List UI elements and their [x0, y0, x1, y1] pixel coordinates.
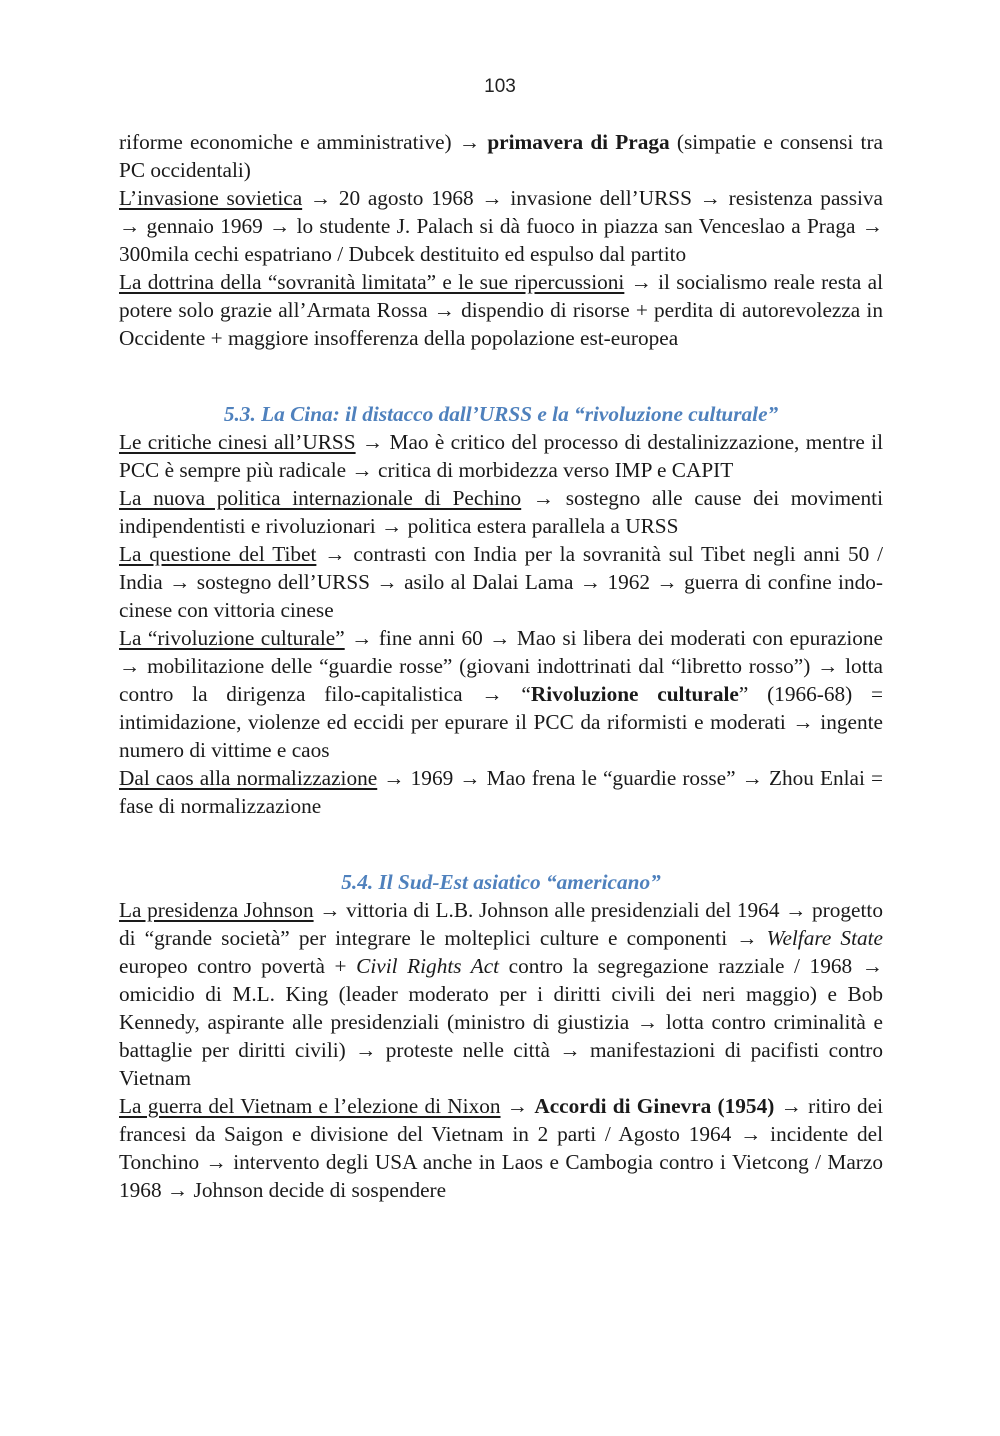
- paragraph-critiche-cinesi: [119, 428, 883, 484]
- underlined-topic: La dottrina della “sovranità limitata” e le sue ripercussioni: [119, 270, 625, 294]
- bold-term: primavera di Praga: [487, 130, 670, 154]
- underlined-topic: Le critiche cinesi all’URSS: [119, 430, 356, 454]
- paragraph-text: riforme economiche e amministrative) →: [119, 130, 488, 154]
- paragraph-text: ” (1966-68) = intimidazione, violenze ed eccidi per epurare il PCC da riformisti e moderati → ingente numero di vittime e caos: [119, 682, 884, 762]
- paragraph-invasione-sovietica: [119, 184, 883, 268]
- paragraph-politica-pechino: [119, 484, 883, 540]
- paragraph-text: europeo contro povertà +: [119, 954, 357, 978]
- paragraph-rivoluzione-culturale: [119, 624, 883, 764]
- underlined-topic: La guerra del Vietnam e l’elezione di Nixon: [119, 1094, 501, 1118]
- paragraph-sovranita-limitata: [119, 268, 883, 352]
- underlined-topic: La nuova politica internazionale di Pechino: [119, 486, 522, 510]
- underlined-topic: La “rivoluzione culturale”: [119, 626, 345, 650]
- section-heading-5-4: 5.4. Il Sud-Est asiatico “americano”: [341, 870, 661, 894]
- underlined-topic: L’invasione sovietica: [119, 186, 303, 210]
- paragraph-text: → 20 agosto 1968 → invasione dell’URSS → resistenza passiva → gennaio 1969 → lo studente J. Palach si dà fuoco in piazza san Venceslao a Praga → 300mila cechi espatriano / Dubcek destituito ed espulso dal partito: [119, 186, 883, 266]
- paragraph-normalizzazione: [119, 764, 883, 820]
- underlined-topic: La questione del Tibet: [119, 542, 317, 566]
- paragraph-text: → sostegno alle cause dei movimenti indipendentisti e rivoluzionari → politica estera parallela a URSS: [119, 486, 883, 538]
- paragraph-text: → vittoria di L.B. Johnson alle presidenziali del 1964 → progetto di “grande società” per integrare le molteplici culture e componenti →: [119, 898, 883, 950]
- paragraph-text: → contrasti con India per la sovranità sul Tibet negli anni 50 / India → sostegno dell’URSS → asilo al Dalai Lama → 1962 → guerra di confine indo-cinese con vittoria cinese: [119, 542, 883, 622]
- paragraph-text: → il socialismo reale resta al potere solo grazie all’Armata Rossa → dispendio di risorse + perdita di autorevolezza in Occidente + maggiore insofferenza della popolazione est-europea: [119, 270, 884, 350]
- paragraph-primavera-di-praga: [119, 128, 883, 184]
- bold-term: Rivoluzione culturale: [530, 682, 739, 706]
- paragraph-text: → Mao è critico del processo di destalinizzazione, mentre il PCC è sempre più radicale → critica di morbidezza verso IMP e CAPIT: [119, 430, 883, 482]
- italic-term: Civil Rights Act: [356, 954, 500, 978]
- section-spacer: [119, 820, 883, 868]
- paragraph-questione-tibet: [119, 540, 883, 624]
- paragraph-guerra-vietnam: [119, 1092, 883, 1204]
- section-spacer: [119, 352, 883, 400]
- paragraph-text: →: [500, 1094, 535, 1118]
- paragraph-presidenza-johnson: [119, 896, 883, 1092]
- paragraph-text: → ritiro dei francesi da Saigon e divisione del Vietnam in 2 parti / Agosto 1964 → incidente del Tonchino → intervento degli USA anche in Laos e Cambogia contro i Vietcong / Marzo 1968 → Johnson decide di sospendere: [119, 1094, 883, 1202]
- section-heading-5-3: 5.3. La Cina: il distacco dall’URSS e la “rivoluzione culturale”: [223, 402, 779, 426]
- paragraph-text: → 1969 → Mao frena le “guardie rosse” → Zhou Enlai = fase di normalizzazione: [119, 766, 883, 818]
- bold-term: Accordi di Ginevra (1954): [534, 1094, 775, 1118]
- italic-term: Welfare State: [766, 926, 884, 950]
- underlined-topic: Dal caos alla normalizzazione: [119, 766, 378, 790]
- page-body: [119, 128, 883, 1204]
- underlined-topic: La presidenza Johnson: [119, 898, 314, 922]
- paragraph-text: → fine anni 60 → Mao si libera dei moderati con epurazione → mobilitazione delle “guardie rosse” (giovani indottrinati dal “libretto rosso”) → lotta contro la dirigenza filo-capitalistica → “: [119, 626, 883, 706]
- page-number: 103: [484, 76, 516, 97]
- paragraph-text: contro la segregazione razziale / 1968 → omicidio di M.L. King (leader moderato per i diritti civili dei neri maggio) e Bob Kennedy, aspirante alle presidenziali (ministro di giustizia → lotta contro criminalità e battaglie per diritti civili) → proteste nelle città → manifestazioni di pacifisti contro Vietnam: [119, 954, 883, 1090]
- paragraph-text: (simpatie e consensi tra PC occidentali): [119, 130, 883, 182]
